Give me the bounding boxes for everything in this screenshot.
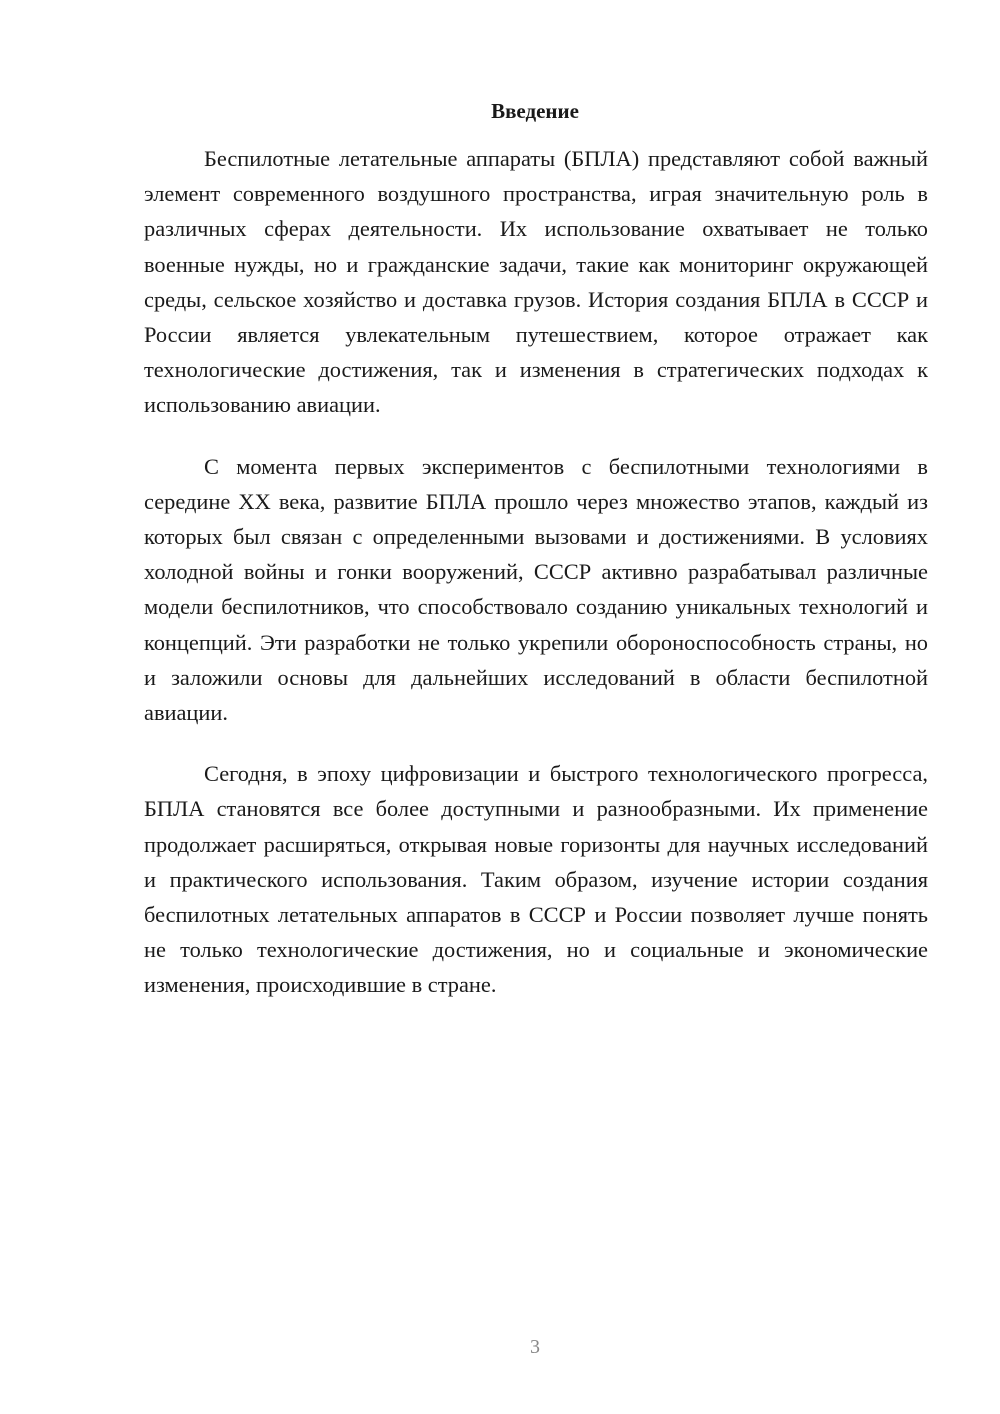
section-title: Введение [491, 99, 579, 123]
paragraph-today: Сегодня, в эпоху цифровизации и быстрого технологического прогресса, БПЛА становятся все более доступными и разнообразными. Их применение продолжает расширяться, открывая новые горизонты для научных исследований и практического использования. Таким образом, изучение истории создания беспилотных летательных аппаратов в СССР и России позволяет лучше понять не только технологические достижения, но и социальные и экономические изменения, происходившие в стране. [144, 761, 928, 998]
paragraph-history: С момента первых экспериментов с беспилотными технологиями в середине XX века, развитие БПЛА прошло через множество этапов, каждый из которых был связан с определенными вызовами и достижениями. В условиях холодной войны и гонки вооружений, СССР активно разрабатывал различные модели беспилотников, что способствовало созданию уникальных технологий и концепций. Эти разработки не только укрепили обороноспособность страны, но и заложили основы для дальнейших исследований в области беспилотной авиации. [144, 453, 928, 726]
paragraph-intro: Беспилотные летательные аппараты (БПЛА) представляют собой важный элемент современного воздушного пространства, играя значительную роль в различных сферах деятельности. Их использование охватывает не только военные нужды, но и гражданские задачи, такие как мониторинг окружающей среды, сельское хозяйство и доставка грузов. История создания БПЛА в СССР и России является увлекательным путешествием, которое отражает как технологические достижения, так и изменения в стратегических подходах к использованию авиации. [144, 146, 928, 418]
body-text [144, 141, 928, 1029]
page-number: 3 [530, 1336, 540, 1358]
